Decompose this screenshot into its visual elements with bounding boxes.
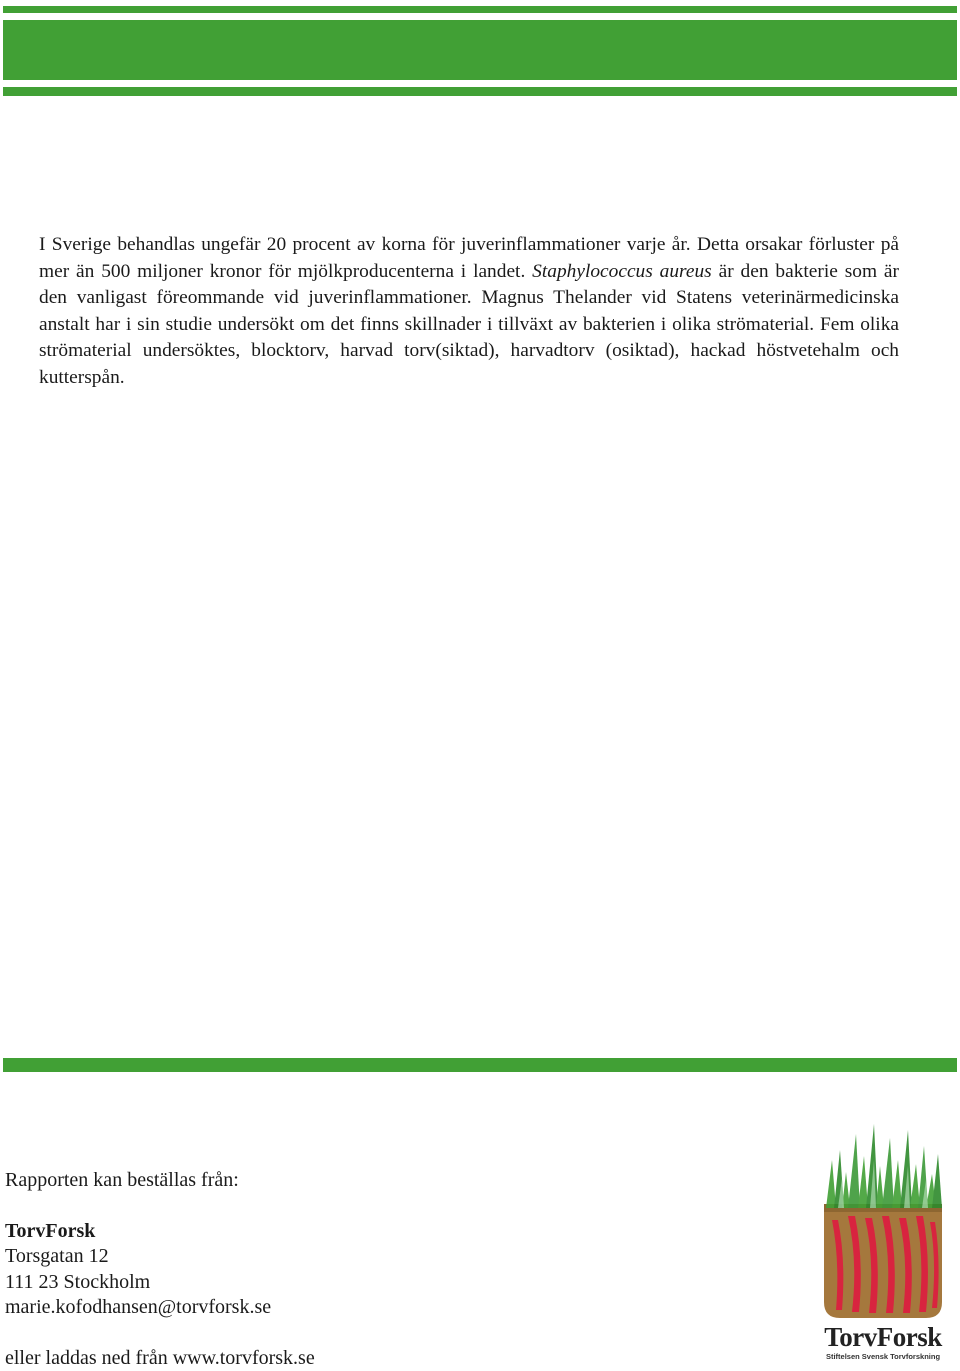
order-city: 111 23 Stockholm (5, 1270, 765, 1296)
header-band (3, 20, 957, 80)
abstract-text-part2: är den bakterie som är den vanligast föreommande vid juverinflammationer. Magnus Thelander vid Statens veterinärmedicinska anstalt har i sin studie undersökt om det finns skillnader i tillväxt av bakterien i olika strömaterial. Fem olika strömaterial undersöktes, blocktorv, harvad torv(siktad), harvadtorv (osiktad), hackad höstvetehalm och kutterspån. (39, 261, 899, 388)
abstract-species-name: Staphylococcus aureus (532, 261, 712, 282)
header-stripe-bottom (3, 87, 957, 96)
abstract-paragraph (39, 232, 899, 392)
order-heading: Rapporten kan beställas från: (5, 1168, 765, 1194)
peat-grass-logo-icon (818, 1120, 948, 1325)
order-download-link[interactable]: eller laddas ned från www.torvforsk.se (5, 1346, 765, 1371)
order-info (5, 1168, 765, 1371)
logo-tagline: Stiftelsen Svensk Torvforskning (818, 1352, 948, 1361)
order-email-link[interactable]: marie.kofodhansen@torvforsk.se (5, 1295, 765, 1321)
header-stripe-top (3, 6, 957, 13)
logo-wordmark: TorvForsk (818, 1324, 948, 1351)
abstract-text-part1: I Sverige behandlas ungefär 20 procent av korna för juverinflammationer varje år. Detta orsakar förluster på mer än 500 miljoner kronor för mjölkproducenterna i landet. (39, 234, 899, 282)
order-street: Torsgatan 12 (5, 1244, 765, 1270)
torvforsk-logo (818, 1120, 948, 1365)
order-organization: TorvForsk (5, 1219, 765, 1245)
footer-stripe (3, 1058, 957, 1072)
